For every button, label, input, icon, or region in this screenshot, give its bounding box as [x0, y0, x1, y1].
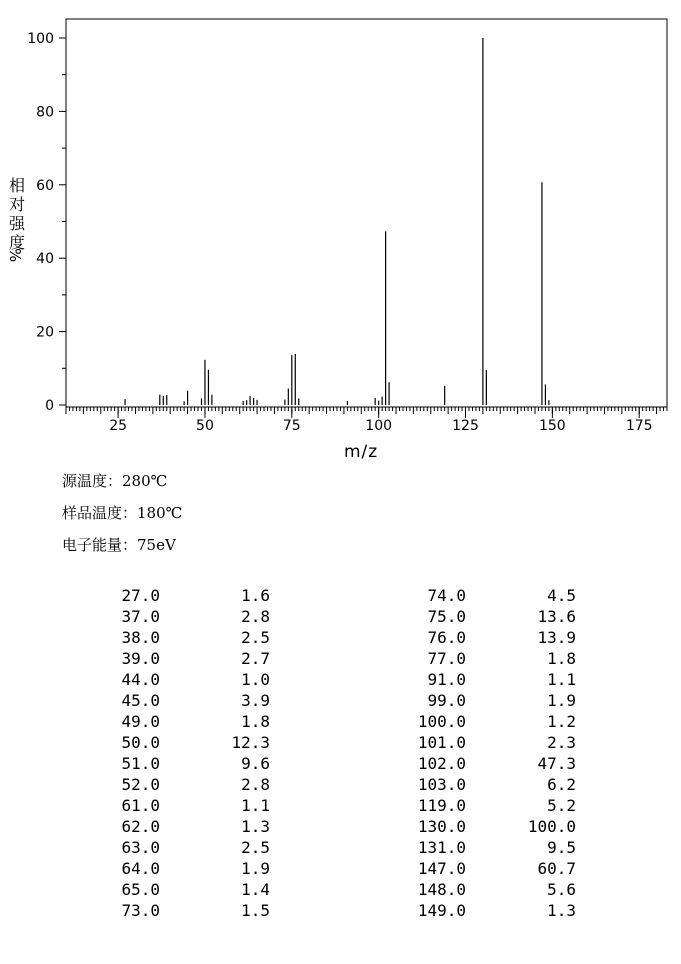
y-axis: [27, 31, 66, 414]
peak-mz: 37.0: [121, 607, 160, 626]
peak-abundance: 2.5: [241, 838, 270, 857]
peak-abundance: 1.8: [547, 649, 576, 668]
peak-abundance: 1.3: [547, 901, 576, 920]
peak-table-row: [400, 627, 576, 648]
peak-table-row: [100, 648, 270, 669]
peak-table-row: [100, 753, 270, 774]
peak-mz: 65.0: [121, 880, 160, 899]
y-axis-label-char: 度: [8, 233, 25, 252]
peak-abundance: 2.5: [241, 628, 270, 647]
peak-table-row: [400, 606, 576, 627]
x-tick-label: 100: [365, 418, 393, 434]
peak-mz: 101.0: [417, 733, 466, 752]
peak-abundance: 2.8: [241, 607, 270, 626]
peak-mz: 62.0: [121, 817, 160, 836]
mass-spectrum-chart: [0, 0, 681, 440]
peak-mz: 131.0: [417, 838, 466, 857]
peak-mz: 27.0: [121, 586, 160, 605]
peak-table-row: [100, 858, 270, 879]
peak-abundance: 100.0: [527, 817, 576, 836]
peak-table-row: [100, 669, 270, 690]
peak-abundance: 47.3: [537, 754, 576, 773]
peak-lines: [125, 38, 549, 405]
electron-energy: 电子能量：75eV: [62, 536, 176, 554]
peak-table-row: [100, 711, 270, 732]
peak-abundance: 6.2: [547, 775, 576, 794]
y-tick-label: 0: [45, 398, 54, 414]
peak-abundance: 1.3: [241, 817, 270, 836]
peak-table-row: [100, 879, 270, 900]
peak-abundance: 4.5: [547, 586, 576, 605]
peak-mz: 44.0: [121, 670, 160, 689]
y-tick-label: 80: [36, 104, 54, 121]
peak-abundance: 13.9: [537, 628, 576, 647]
peak-table-row: [100, 774, 270, 795]
peak-mz: 74.0: [427, 586, 466, 605]
plot-frame: [66, 19, 667, 407]
peak-mz: 39.0: [121, 649, 160, 668]
peak-table-row: [100, 585, 270, 606]
peak-abundance: 60.7: [537, 859, 576, 878]
peak-mz: 50.0: [121, 733, 160, 752]
peak-table-row: [400, 858, 576, 879]
peak-table-row: [400, 753, 576, 774]
peak-abundance: 1.4: [241, 880, 270, 899]
peak-abundance: 12.3: [231, 733, 270, 752]
peak-table-right: [400, 585, 576, 921]
peak-table-row: [100, 837, 270, 858]
peak-mz: 51.0: [121, 754, 160, 773]
peak-mz: 91.0: [427, 670, 466, 689]
peak-abundance: 1.9: [547, 691, 576, 710]
y-tick-label: 60: [36, 177, 54, 194]
peak-mz: 119.0: [417, 796, 466, 815]
peak-table-row: [400, 879, 576, 900]
peak-table-row: [400, 690, 576, 711]
peak-mz: 64.0: [121, 859, 160, 878]
y-axis-label: [6, 176, 28, 252]
peak-abundance: 1.9: [241, 859, 270, 878]
x-tick-label: 150: [538, 418, 566, 434]
peak-mz: 149.0: [417, 901, 466, 920]
peak-mz: 52.0: [121, 775, 160, 794]
peak-table-row: [100, 732, 270, 753]
peak-table-row: [100, 606, 270, 627]
y-axis-unit: %: [6, 248, 24, 263]
peak-abundance: 13.6: [537, 607, 576, 626]
x-tick-label: 25: [109, 418, 128, 434]
x-tick-label: 50: [196, 418, 214, 434]
peak-mz: 73.0: [121, 901, 160, 920]
peak-mz: 99.0: [427, 691, 466, 710]
peak-mz: 63.0: [121, 838, 160, 857]
peak-mz: 75.0: [427, 607, 466, 626]
peak-mz: 102.0: [417, 754, 466, 773]
peak-table-row: [400, 816, 576, 837]
peak-table-row: [100, 795, 270, 816]
peak-abundance: 5.2: [547, 796, 576, 815]
source-temperature: 源温度：280℃: [62, 472, 168, 490]
x-tick-label: 125: [452, 418, 479, 434]
peak-mz: 45.0: [121, 691, 160, 710]
peak-abundance: 3.9: [241, 691, 270, 710]
peak-mz: 38.0: [121, 628, 160, 647]
peak-abundance: 2.3: [547, 733, 576, 752]
x-tick-label: 175: [625, 418, 653, 434]
peak-table-row: [400, 585, 576, 606]
x-axis-label: m/z: [344, 442, 379, 462]
peak-mz: 100.0: [417, 712, 466, 731]
sample-temperature: 样品温度：180℃: [62, 504, 183, 522]
peak-table-row: [400, 900, 576, 921]
y-tick-label: 40: [36, 251, 54, 268]
peak-mz: 148.0: [417, 880, 466, 899]
peak-table-row: [400, 648, 576, 669]
peak-abundance: 1.1: [547, 670, 576, 689]
peak-table-row: [400, 774, 576, 795]
peak-mz: 49.0: [121, 712, 160, 731]
peak-table-row: [400, 732, 576, 753]
peak-abundance: 9.6: [241, 754, 270, 773]
peak-mz: 61.0: [121, 796, 160, 815]
peak-abundance: 2.8: [241, 775, 270, 794]
peak-abundance: 1.8: [241, 712, 270, 731]
peak-abundance: 9.5: [547, 838, 576, 857]
y-axis-label-char: 相: [8, 176, 25, 195]
peak-abundance: 1.1: [241, 796, 270, 815]
peak-mz: 147.0: [417, 859, 466, 878]
peak-table-row: [100, 627, 270, 648]
x-axis: [66, 407, 667, 434]
y-axis-label-char: 对: [8, 195, 25, 214]
peak-table-row: [400, 837, 576, 858]
peak-table-row: [100, 816, 270, 837]
peak-table-row: [400, 795, 576, 816]
peak-table-row: [100, 690, 270, 711]
peak-mz: 76.0: [427, 628, 466, 647]
peak-table-left: [100, 585, 270, 921]
peak-abundance: 1.0: [241, 670, 270, 689]
peak-abundance: 1.5: [241, 901, 270, 920]
peak-mz: 130.0: [417, 817, 466, 836]
peak-abundance: 2.7: [241, 649, 270, 668]
x-tick-label: 75: [282, 418, 301, 434]
peak-table-row: [400, 711, 576, 732]
peak-mz: 103.0: [417, 775, 466, 794]
peak-abundance: 5.6: [547, 880, 576, 899]
peak-table-row: [100, 900, 270, 921]
peak-abundance: 1.6: [241, 586, 270, 605]
y-tick-label: 20: [36, 324, 54, 341]
y-tick-label: 100: [27, 31, 54, 47]
peak-table-row: [400, 669, 576, 690]
y-axis-label-char: 强: [8, 214, 25, 233]
peak-abundance: 1.2: [547, 712, 576, 731]
peak-mz: 77.0: [427, 649, 466, 668]
